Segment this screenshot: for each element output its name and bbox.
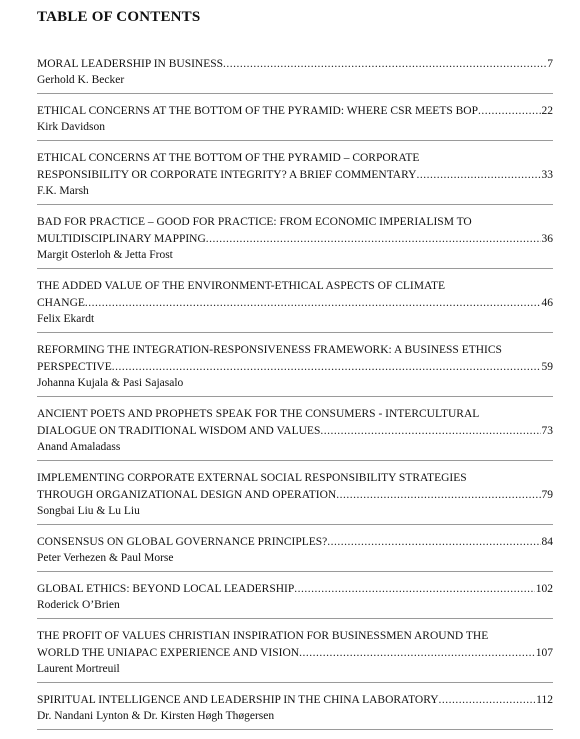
entry-title-line: BAD FOR PRACTICE – GOOD FOR PRACTICE: FROM ECONOMIC IMPERIALISM TO bbox=[37, 216, 472, 228]
entry-title-last-line bbox=[37, 534, 553, 551]
divider bbox=[37, 571, 553, 572]
dot-leader bbox=[327, 534, 540, 551]
toc-entry bbox=[37, 214, 553, 269]
entry-title-text: CONSENSUS ON GLOBAL GOVERNANCE PRINCIPLES? bbox=[37, 536, 328, 548]
entry-title-last-line bbox=[37, 692, 553, 709]
entry-title-text: CHANGE bbox=[37, 297, 85, 309]
dot-leader bbox=[294, 581, 534, 598]
dot-leader bbox=[112, 359, 541, 376]
entry-title-text: PERSPECTIVE bbox=[37, 361, 112, 373]
toc-entry bbox=[37, 534, 553, 572]
entry-authors: Johanna Kujala & Pasi Sajasalo bbox=[37, 377, 184, 389]
entry-authors: Dr. Nandani Lynton & Dr. Kirsten Høgh Thøgersen bbox=[37, 710, 275, 722]
entry-title-last-line bbox=[37, 645, 553, 662]
dot-leader bbox=[336, 487, 540, 504]
page-number: 22 bbox=[541, 105, 553, 117]
toc-entry bbox=[37, 278, 553, 333]
entry-title-line: THE PROFIT OF VALUES CHRISTIAN INSPIRATION FOR BUSINESSMEN AROUND THE bbox=[37, 630, 489, 642]
entry-title-line: REFORMING THE INTEGRATION-RESPONSIVENESS FRAMEWORK: A BUSINESS ETHICS bbox=[37, 344, 502, 356]
entry-title-text: ETHICAL CONCERNS AT THE BOTTOM OF THE PYRAMID: WHERE CSR MEETS BOP bbox=[37, 105, 478, 117]
entry-authors: Felix Ekardt bbox=[37, 313, 95, 325]
divider bbox=[37, 204, 553, 205]
entry-title-text: MULTIDISCIPLINARY MAPPING bbox=[37, 233, 206, 245]
toc-entry bbox=[37, 406, 553, 461]
divider bbox=[37, 682, 553, 683]
dot-leader bbox=[439, 692, 536, 709]
page-number: 46 bbox=[541, 297, 553, 309]
entry-title-line: ETHICAL CONCERNS AT THE BOTTOM OF THE PYRAMID – CORPORATE bbox=[37, 152, 420, 164]
page-number: 112 bbox=[536, 694, 553, 706]
entry-title-last-line bbox=[37, 423, 553, 440]
entry-authors: Songbai Liu & Lu Liu bbox=[37, 505, 140, 517]
dot-leader bbox=[206, 231, 541, 248]
divider bbox=[37, 524, 553, 525]
divider bbox=[37, 396, 553, 397]
dot-leader bbox=[320, 423, 540, 440]
entry-authors: Kirk Davidson bbox=[37, 121, 106, 133]
entry-title-text: THROUGH ORGANIZATIONAL DESIGN AND OPERATION bbox=[37, 489, 337, 501]
divider bbox=[37, 268, 553, 269]
divider bbox=[37, 460, 553, 461]
divider bbox=[37, 729, 553, 730]
entry-title-last-line bbox=[37, 359, 553, 376]
entry-title-line: ANCIENT POETS AND PROPHETS SPEAK FOR THE CONSUMERS - INTERCULTURAL bbox=[37, 408, 480, 420]
page-number: 84 bbox=[541, 536, 553, 548]
entry-title-text: MORAL LEADERSHIP IN BUSINESS bbox=[37, 58, 224, 70]
page-number: 59 bbox=[541, 361, 553, 373]
entry-title-text: DIALOGUE ON TRADITIONAL WISDOM AND VALUES bbox=[37, 425, 321, 437]
toc-entry bbox=[37, 581, 553, 619]
toc-entry bbox=[37, 342, 553, 397]
page-number: 33 bbox=[541, 169, 553, 181]
entry-title-line: IMPLEMENTING CORPORATE EXTERNAL SOCIAL RESPONSIBILITY STRATEGIES bbox=[37, 472, 467, 484]
toc-list bbox=[37, 56, 553, 739]
entry-authors: Laurent Mortreuil bbox=[37, 663, 120, 675]
entry-authors: Margit Osterloh & Jetta Frost bbox=[37, 249, 173, 261]
toc-entry bbox=[37, 150, 553, 205]
toc-entry bbox=[37, 628, 553, 683]
entry-title-text: RESPONSIBILITY OR CORPORATE INTEGRITY? A BRIEF COMMENTARY bbox=[37, 169, 417, 181]
dot-leader bbox=[223, 56, 546, 73]
page-number: 107 bbox=[535, 647, 553, 659]
page-title: TABLE OF CONTENTS bbox=[37, 9, 201, 25]
page-number: 102 bbox=[535, 583, 553, 595]
entry-title-last-line bbox=[37, 231, 553, 248]
entry-title-last-line bbox=[37, 581, 553, 598]
dot-leader bbox=[299, 645, 535, 662]
page-number: 7 bbox=[547, 58, 553, 70]
entry-title-last-line bbox=[37, 103, 553, 120]
page-number: 73 bbox=[541, 425, 553, 437]
entry-title-text: WORLD THE UNIAPAC EXPERIENCE AND VISION bbox=[37, 647, 300, 659]
dot-leader bbox=[85, 295, 541, 312]
entry-authors: Roderick O’Brien bbox=[37, 599, 120, 611]
entry-title-last-line bbox=[37, 56, 553, 73]
page-number: 36 bbox=[541, 233, 553, 245]
toc-entry bbox=[37, 470, 553, 525]
entry-title-last-line bbox=[37, 167, 553, 184]
divider bbox=[37, 93, 553, 94]
dot-leader bbox=[478, 103, 541, 120]
entry-title-last-line bbox=[37, 487, 553, 504]
divider bbox=[37, 618, 553, 619]
entry-title-last-line bbox=[37, 295, 553, 312]
divider bbox=[37, 140, 553, 141]
page-number: 79 bbox=[541, 489, 553, 501]
entry-authors: Peter Verhezen & Paul Morse bbox=[37, 552, 174, 564]
entry-authors: F.K. Marsh bbox=[37, 185, 89, 197]
entry-authors: Gerhold K. Becker bbox=[37, 74, 125, 86]
divider bbox=[37, 332, 553, 333]
entry-authors: Anand Amaladass bbox=[37, 441, 121, 453]
entry-title-text: SPIRITUAL INTELLIGENCE AND LEADERSHIP IN THE CHINA LABORATORY bbox=[37, 694, 439, 706]
entry-title-line: THE ADDED VALUE OF THE ENVIRONMENT-ETHICAL ASPECTS OF CLIMATE bbox=[37, 280, 446, 292]
toc-entry bbox=[37, 692, 553, 730]
dot-leader bbox=[416, 167, 540, 184]
toc-entry bbox=[37, 103, 553, 141]
toc-entry bbox=[37, 56, 553, 94]
entry-title-text: GLOBAL ETHICS: BEYOND LOCAL LEADERSHIP bbox=[37, 583, 295, 595]
